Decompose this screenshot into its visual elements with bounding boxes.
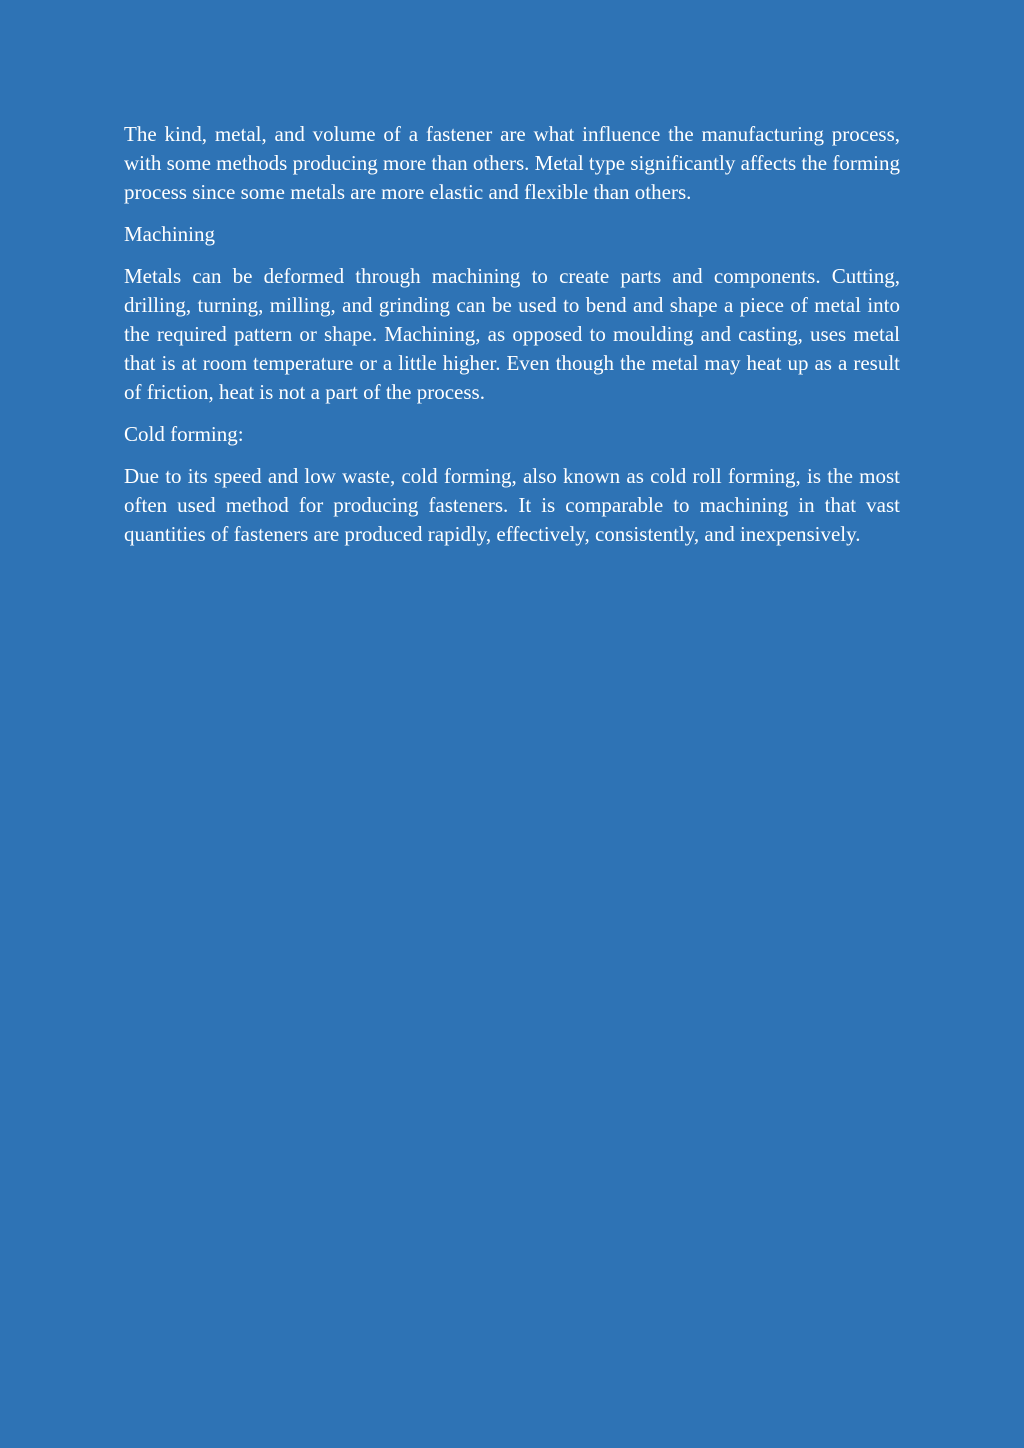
- intro-paragraph: The kind, metal, and volume of a fastener are what influence the manufacturing process, with some methods producing more than others. Metal type significantly affects the forming process since some metals are more elastic and flexible than others.: [124, 122, 900, 204]
- cold-forming-heading: Cold forming:: [124, 422, 244, 446]
- document-body: [124, 120, 900, 562]
- machining-heading: Machining: [124, 222, 215, 246]
- machining-paragraph: Metals can be deformed through machining to create parts and components. Cutting, drilling, turning, milling, and grinding can be used to bend and shape a piece of metal into the required pattern or shape. Machining, as opposed to moulding and casting, uses metal that is at room temperature or a little higher. Even though the metal may heat up as a result of friction, heat is not a part of the process.: [124, 264, 900, 404]
- cold-forming-paragraph: Due to its speed and low waste, cold forming, also known as cold roll forming, is the most often used method for producing fasteners. It is comparable to machining in that vast quantities of fasteners are produced rapidly, effectively, consistently, and inexpensively.: [124, 464, 900, 546]
